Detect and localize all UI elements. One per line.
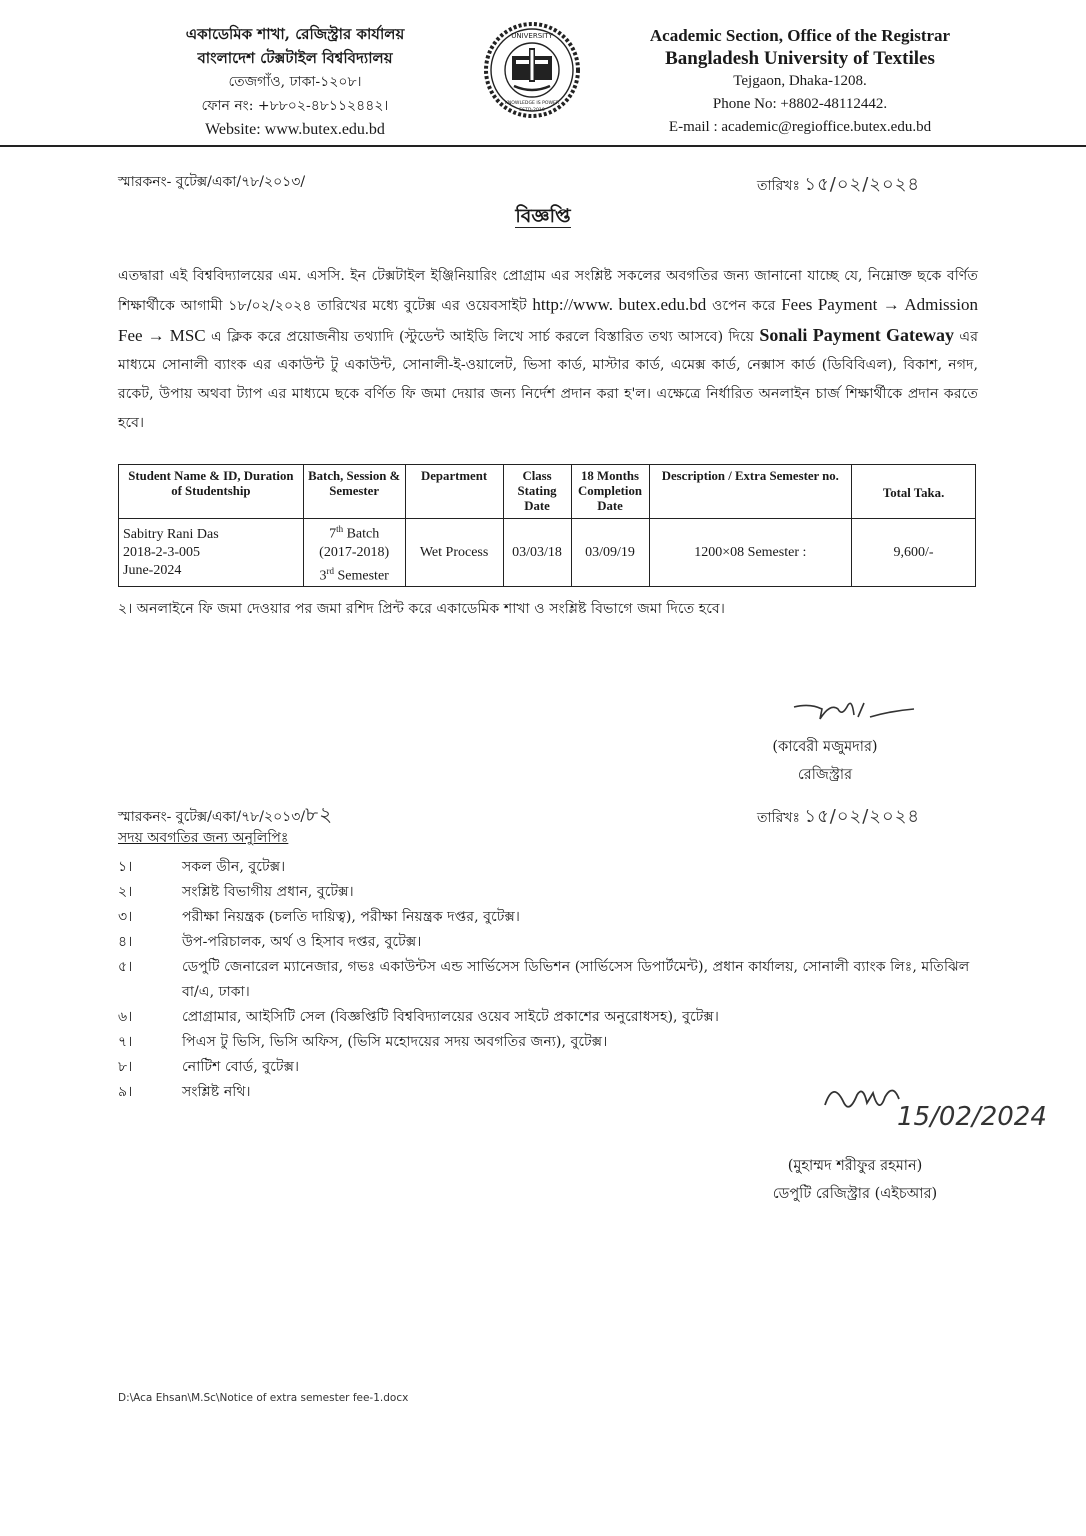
list-item: ৫। ডেপুটি জেনারেল ম্যানেজার, গভঃ একাউন্টস এন্ড সার্ভিসেস ডিভিশন (সার্ভিসেস ডিপার্টমেন্ট), প্রধান কার্যালয়, সোনালী ব্যাংক লিঃ, মতিঝিল বা/এ, ঢাকা। bbox=[118, 959, 970, 1000]
cell-department: Wet Process bbox=[405, 519, 503, 587]
notice-body bbox=[118, 262, 978, 438]
col-header-start-date: Class Stating Date bbox=[503, 465, 571, 519]
date-value: ১৫/০২/২০২৪ bbox=[804, 174, 921, 195]
col-header-department: Department bbox=[405, 465, 503, 519]
list-item: ৪। উপ-পরিচালক, অর্থ ও হিসাব দপ্তর, বুটেক্স। bbox=[118, 934, 422, 950]
letterhead-bangla bbox=[130, 22, 460, 142]
registrar-signature bbox=[790, 695, 920, 731]
copy-heading: সদয় অবগতির জন্য অনুলিপিঃ bbox=[118, 830, 289, 846]
col-header-description: Description / Extra Semester no. bbox=[649, 465, 852, 519]
date-value-2: ১৫/০২/২০২৪ bbox=[804, 806, 921, 827]
cell-start-date: 03/03/18 bbox=[503, 519, 571, 587]
bn-university-name: বাংলাদেশ টেক্সটাইল বিশ্ববিদ্যালয় bbox=[197, 49, 393, 67]
file-path: D:\Aca Ehsan\M.Sc\Notice of extra semester fee-1.docx bbox=[118, 1392, 409, 1404]
table-row bbox=[119, 519, 976, 587]
table-header-row bbox=[119, 465, 976, 519]
semester: 3rd Semester bbox=[319, 565, 389, 584]
memo-reference: স্মারকনং- বুটেক্স/একা/৭৮/২০১৩/ bbox=[118, 174, 306, 190]
seal-year: ESTD-2010 bbox=[519, 108, 545, 113]
university-seal-icon bbox=[482, 20, 582, 120]
list-item: ৭। পিএস টু ভিসি, ভিসি অফিস, (ভিসি মহোদয়ের সদয় অবগতির জন্য), বুটেক্স। bbox=[118, 1034, 608, 1050]
bn-phone: ফোন নং: +৮৮০২-৪৮১১২৪৪২। bbox=[201, 98, 389, 114]
col-header-student: Student Name & ID, Duration of Studentship bbox=[119, 465, 304, 519]
studentship-duration: June-2024 bbox=[123, 562, 182, 578]
date-label: তারিখঃ bbox=[757, 178, 800, 194]
deputy-registrar-signature bbox=[815, 1075, 1047, 1147]
body-part-2: ওপেন করে bbox=[712, 297, 776, 314]
payment-gateway: Sonali Payment Gateway bbox=[759, 324, 955, 345]
registrar-block bbox=[740, 733, 910, 789]
bn-office-line: একাডেমিক শাখা, রেজিস্ট্রার কার্যালয় bbox=[185, 25, 405, 43]
date-label-2: তারিখঃ bbox=[757, 810, 800, 826]
memo-handwritten-no: ৮২ bbox=[305, 802, 334, 826]
list-item: ৮। নোটিশ বোর্ড, বুটেক্স। bbox=[118, 1059, 300, 1075]
list-item: ৩। পরীক্ষা নিয়ন্ত্রক (চলতি দায়িত্ব), পরীক্ষা নিয়ন্ত্রক দপ্তর, বুটেক্স। bbox=[118, 909, 520, 925]
notice-title-text: বিজ্ঞপ্তি bbox=[515, 205, 571, 227]
payment-path: Fees Payment → Admission Fee → MSC bbox=[118, 294, 978, 345]
registrar-name: (কাবেরী মজুমদার) bbox=[772, 739, 878, 755]
instruction-note: ২। অনলাইনে ফি জমা দেওয়ার পর জমা রশিদ প্রিন্ট করে একাডেমিক শাখা ও সংশ্লিষ্ট বিভাগে জমা দিতে হবে। bbox=[118, 601, 725, 617]
cell-completion-date: 03/09/19 bbox=[571, 519, 649, 587]
memo-date-2 bbox=[757, 802, 920, 833]
col-header-total: Total Taka. bbox=[852, 465, 976, 519]
cell-description: 1200×08 Semester : bbox=[649, 519, 852, 587]
col-header-completion-date: 18 Months Completion Date bbox=[571, 465, 649, 519]
body-part-4: এর মাধ্যমে সোনালী ব্যাংক এর একাউন্ট টু একাউন্ট, সোনালী-ই-ওয়ালেট, ভিসা কার্ড, মাস্টার কার্ড, এমেক্স কার্ড, নেক্সাস কার্ড (ডিবিবিএল), বিকাশ, নগদ, রকেট, উপায় অথবা ট্যাপ এর মাধ্যমে ছকে বর্ণিত ফি জমা দেয়ার জন্য নির্দেশ প্রদান করা হ'ল। এক্ষেত্রে নির্ধারিত অনলাইন চার্জ শিক্ষার্থীকে প্রদান করতে হবে। bbox=[118, 328, 979, 431]
student-name: Sabitry Rani Das bbox=[123, 526, 219, 542]
fee-table bbox=[118, 464, 976, 587]
registrar-title: রেজিস্ট্রার bbox=[797, 767, 853, 783]
list-item: ১। সকল ডীন, বুটেক্স। bbox=[118, 859, 286, 875]
session: (2017-2018) bbox=[319, 544, 390, 560]
notice-title bbox=[0, 202, 1086, 234]
en-office-line: Academic Section, Office of the Registrar bbox=[649, 26, 951, 45]
deputy-registrar-block bbox=[745, 1152, 965, 1208]
website-url: http://www. butex.edu.bd bbox=[532, 294, 707, 314]
student-id: 2018-2-3-005 bbox=[123, 544, 200, 560]
memo-ref-2: স্মারকনং- বুটেক্স/একা/৭৮/২০১৩/ bbox=[118, 809, 306, 825]
seal-top-text: UNIVERSITY bbox=[511, 32, 553, 40]
batch: 7th Batch bbox=[329, 524, 380, 542]
cell-total: 9,600/- bbox=[852, 519, 976, 587]
body-part-1: এতদ্বারা এই বিশ্ববিদ্যালয়ের এম. এসসি. ইন টেক্সটাইল ইঞ্জিনিয়ারিং প্রোগ্রাম এর সংশ্লিষ্ট সকলের অবগতির জন্য জানানো যাচ্ছে যে, নিম্নোক্ত ছকে বর্ণিত শিক্ষার্থীকে আগামী ১৮/০২/২০২৪ তারিখের মধ্যে বুটেক্স এর ওয়েবসাইট bbox=[118, 268, 978, 314]
letterhead-english bbox=[610, 24, 990, 139]
list-item: ২। সংশ্লিষ্ট বিভাগীয় প্রধান, বুটেক্স। bbox=[118, 884, 354, 900]
en-phone: Phone No: +8802-48112442. bbox=[712, 96, 888, 112]
copy-list bbox=[118, 855, 978, 1105]
memo-date bbox=[757, 170, 920, 201]
en-address: Tejgaon, Dhaka-1208. bbox=[733, 73, 867, 89]
deputy-registrar-name: (মুহাম্মদ শরীফুর রহমান) bbox=[787, 1158, 923, 1174]
cell-student bbox=[119, 519, 304, 587]
signature-date: 15/02/2024 bbox=[897, 1102, 1047, 1132]
en-university-name: Bangladesh University of Textiles bbox=[665, 48, 935, 69]
header-divider bbox=[0, 145, 1086, 147]
deputy-registrar-title: ডেপুটি রেজিস্ট্রার (এইচআর) bbox=[772, 1186, 938, 1202]
col-header-batch: Batch, Session & Semester bbox=[303, 465, 405, 519]
list-item: ৬। প্রোগ্রামার, আইসিটি সেল (বিজ্ঞপ্তিটি বিশ্ববিদ্যালয়ের ওয়েব সাইটে প্রকাশের অনুরোধসহ), বুটেক্স। bbox=[118, 1009, 719, 1025]
body-part-3: এ ক্লিক করে প্রয়োজনীয় তথ্যাদি (স্টুডেন্ট আইডি লিখে সার্চ করলে বিস্তারিত তথ্য আসবে) দিয়ে bbox=[211, 328, 755, 345]
website: Website: www.butex.edu.bd bbox=[205, 121, 385, 138]
bn-address: তেজগাঁও, ঢাকা-১২০৮। bbox=[228, 74, 362, 90]
cell-batch bbox=[303, 519, 405, 587]
list-item: ৯। সংশ্লিষ্ট নথি। bbox=[118, 1084, 251, 1100]
en-email: E-mail : academic@regioffice.butex.edu.bd bbox=[668, 119, 932, 135]
seal-motto: KNOWLEDGE IS POWER bbox=[504, 101, 560, 106]
